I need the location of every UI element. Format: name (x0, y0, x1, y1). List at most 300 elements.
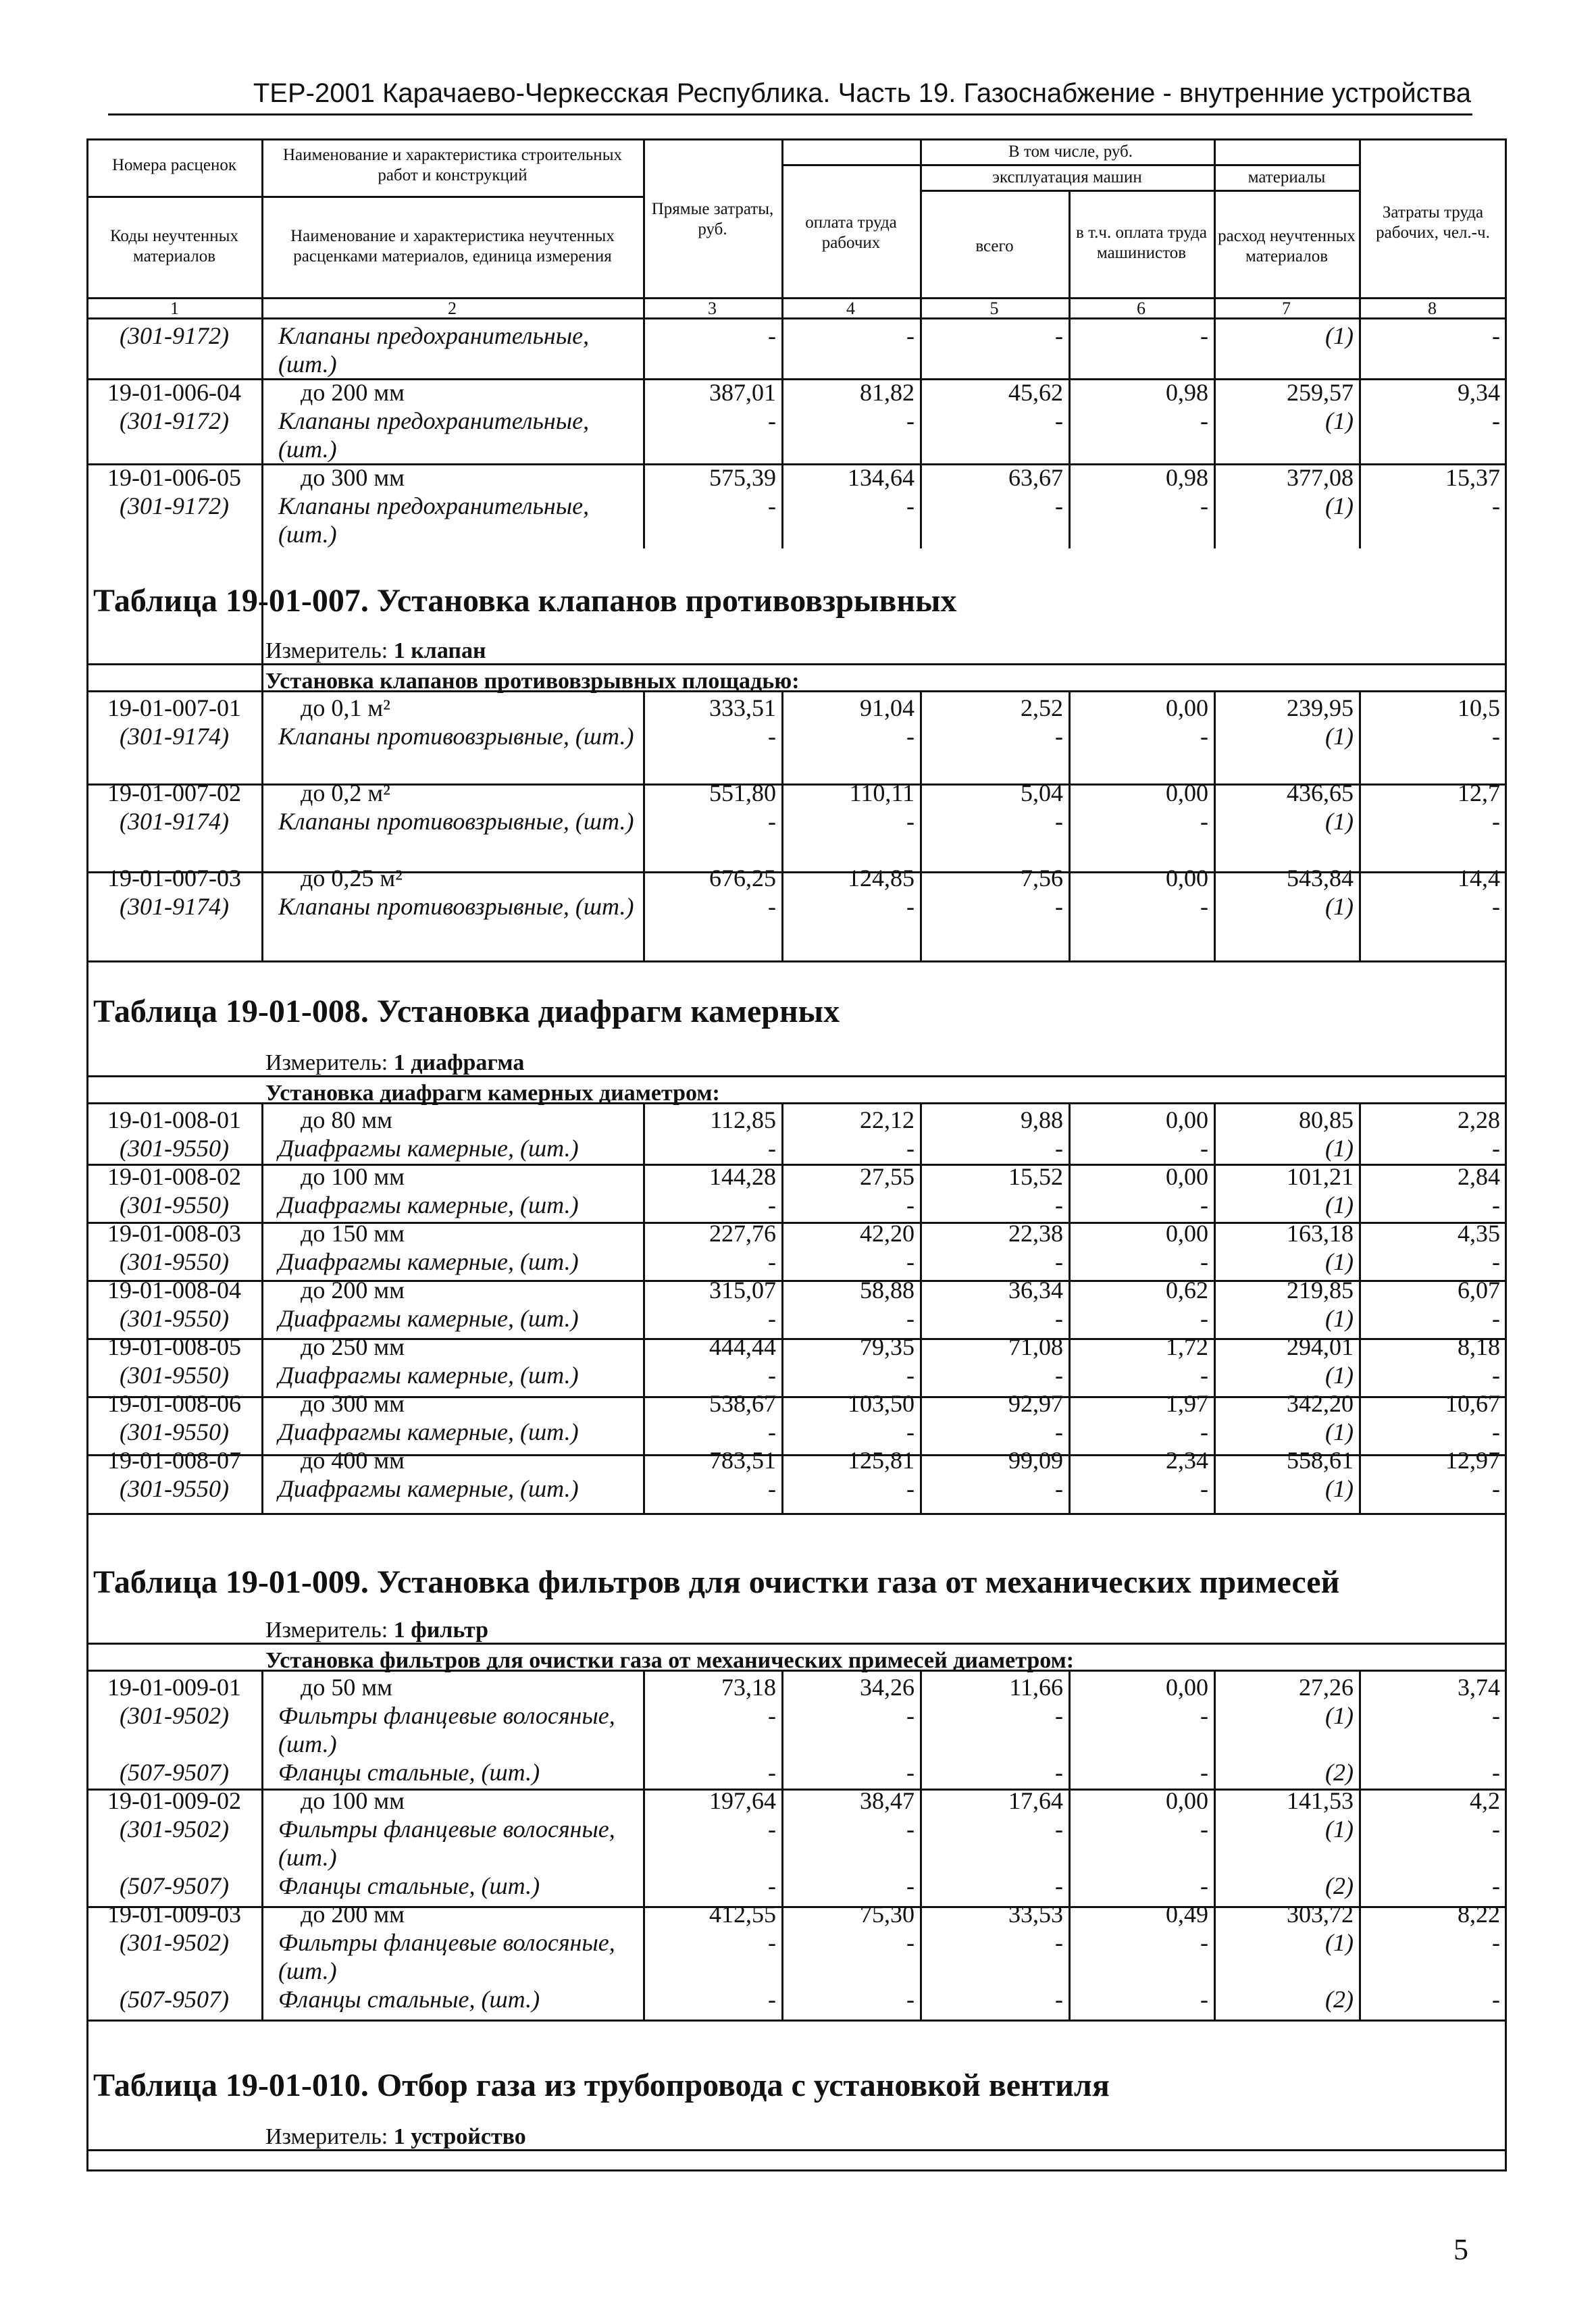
value-cell: 80,85 (1299, 1106, 1354, 1133)
header-rule-bottom (88, 297, 1505, 299)
value-cell: - (1200, 1191, 1208, 1218)
value-cell: - (1492, 1872, 1500, 1899)
rate-code: 19-01-007-02 (107, 779, 241, 806)
header-including: В том числе, руб. (1008, 143, 1133, 161)
value-cell: 558,61 (1287, 1447, 1354, 1474)
value-cell: - (1200, 492, 1208, 519)
rate-code: 19-01-008-04 (107, 1277, 241, 1304)
value-cell: 1,97 (1166, 1390, 1208, 1417)
value-cell: 134,64 (848, 464, 915, 491)
value-cell: - (768, 322, 776, 349)
work-name: до 0,1 м² (301, 694, 390, 721)
value-cell: 92,97 (1008, 1390, 1063, 1417)
value-cell: 0,00 (1166, 1674, 1208, 1701)
rate-code: 19-01-006-05 (107, 464, 241, 491)
value-cell: 4,2 (1470, 1787, 1500, 1814)
value-cell: 538,67 (709, 1390, 776, 1417)
value-cell: 73,18 (721, 1674, 776, 1701)
col-rule (1214, 1670, 1216, 2020)
material-code: (507-9507) (120, 1872, 229, 1899)
value-cell: - (1200, 1248, 1208, 1275)
value-cell: 91,04 (860, 694, 915, 721)
value-cell: 342,20 (1287, 1390, 1354, 1417)
header-materials: материалы (1247, 168, 1326, 186)
col-rule (643, 1102, 645, 1513)
value-cell: - (768, 1305, 776, 1332)
row-rule (88, 783, 1505, 786)
value-cell: - (1492, 1702, 1500, 1729)
value-cell: 444,44 (709, 1333, 776, 1360)
value-cell: 197,64 (709, 1787, 776, 1814)
value-cell: 3,74 (1458, 1674, 1500, 1701)
value-cell: - (906, 492, 915, 519)
section-rule (88, 2020, 1505, 2022)
rate-code: 19-01-008-05 (107, 1333, 241, 1360)
value-cell: - (1055, 893, 1063, 920)
column-number: 1 (170, 299, 179, 318)
value-cell: - (1200, 1872, 1208, 1899)
material-name: Клапаны противовзрывные, (шт.) (278, 723, 634, 750)
value-cell: - (1200, 893, 1208, 920)
value-cell: 10,67 (1445, 1390, 1500, 1417)
value-cell: - (1055, 492, 1063, 519)
table-008-title: Таблица 19-01-008. Установка диафрагм камерных (93, 994, 840, 1029)
value-cell: 0,00 (1166, 1787, 1208, 1814)
value-cell: 99,09 (1008, 1447, 1063, 1474)
value-cell: 0,00 (1166, 694, 1208, 721)
value-cell: 63,67 (1008, 464, 1063, 491)
value-cell: 8,22 (1458, 1901, 1500, 1928)
value-cell: 259,57 (1287, 379, 1354, 406)
value-cell: 124,85 (848, 865, 915, 892)
col-rule (1069, 1102, 1071, 1513)
value-cell: - (1055, 1305, 1063, 1332)
value-cell: (1) (1325, 1362, 1354, 1389)
value-cell: - (1055, 723, 1063, 750)
value-cell: 2,52 (1021, 694, 1063, 721)
row-rule (88, 1164, 1505, 1166)
work-name: до 400 мм (301, 1447, 405, 1474)
col-rule (920, 1670, 922, 2020)
header-name-materials: Наименование и характеристика неучтенных расценками материалов, единица измерения (290, 227, 615, 265)
meter-value: 1 устройство (393, 2124, 526, 2149)
value-cell: 4,35 (1458, 1220, 1500, 1247)
value-cell: 141,53 (1287, 1787, 1354, 1814)
value-cell: 6,07 (1458, 1277, 1500, 1304)
row-rule (88, 1338, 1505, 1340)
value-cell: - (768, 1191, 776, 1218)
value-cell: 10,5 (1458, 694, 1500, 721)
value-cell: - (768, 1475, 776, 1502)
value-cell: 79,35 (860, 1333, 915, 1360)
value-cell: 9,88 (1021, 1106, 1063, 1133)
running-header (108, 66, 1472, 115)
value-cell: - (1200, 1816, 1208, 1843)
value-cell: 436,65 (1287, 779, 1354, 806)
value-cell: - (1055, 808, 1063, 835)
value-cell: - (906, 1702, 915, 1729)
value-cell: - (906, 1418, 915, 1445)
row-rule (88, 1222, 1505, 1224)
value-cell: - (906, 723, 915, 750)
value-cell: 0,62 (1166, 1277, 1208, 1304)
material-name: Клапаны противовзрывные, (шт.) (278, 808, 634, 835)
value-cell: - (1492, 492, 1500, 519)
value-cell: 387,01 (709, 379, 776, 406)
value-cell: 71,08 (1008, 1333, 1063, 1360)
rate-code: 19-01-008-01 (107, 1106, 241, 1133)
value-cell: 15,37 (1445, 464, 1500, 491)
group-rule (88, 1102, 1505, 1104)
value-cell: - (906, 407, 915, 434)
table-008-meter (265, 1050, 524, 1076)
value-cell: - (1055, 1362, 1063, 1389)
value-cell: 2,34 (1166, 1447, 1208, 1474)
value-cell: - (906, 1191, 915, 1218)
value-cell: 5,04 (1021, 779, 1063, 806)
col-rule (1069, 297, 1071, 548)
material-name: Клапаны предохранительные, (шт.) (278, 407, 590, 463)
value-cell: 551,80 (709, 779, 776, 806)
value-cell: 22,12 (860, 1106, 915, 1133)
value-cell: (1) (1325, 492, 1354, 519)
header-col-rule (920, 164, 922, 317)
col-rule (643, 297, 645, 548)
material-name: Клапаны предохранительные, (шт.) (278, 322, 590, 378)
row-rule (88, 1789, 1505, 1791)
table-008-group: Установка диафрагм камерных диаметром: (265, 1081, 720, 1106)
material-code: (301-9502) (120, 1702, 229, 1729)
value-cell: 27,26 (1299, 1674, 1354, 1701)
table-009-title: Таблица 19-01-009. Установка фильтров для очистки газа от механических примесей (93, 1564, 1340, 1600)
value-cell: - (1492, 1418, 1500, 1445)
value-cell: (1) (1325, 1248, 1354, 1275)
value-cell: 412,55 (709, 1901, 776, 1928)
value-cell: - (906, 1759, 915, 1786)
meter-rule (88, 1075, 1505, 1077)
value-cell: (1) (1325, 1475, 1354, 1502)
col-rule (1359, 1670, 1361, 2020)
work-name: до 50 мм (301, 1674, 392, 1701)
value-cell: (1) (1325, 808, 1354, 835)
col-rule (643, 1670, 645, 2020)
row-rule (88, 1396, 1505, 1398)
col-rule (1359, 1102, 1361, 1513)
value-cell: 163,18 (1287, 1220, 1354, 1247)
value-cell: - (1200, 723, 1208, 750)
value-cell: - (1055, 1135, 1063, 1162)
work-name: до 300 мм (301, 1390, 405, 1417)
value-cell: 27,55 (860, 1163, 915, 1190)
work-name: до 300 мм (301, 464, 405, 491)
value-cell: 33,53 (1008, 1901, 1063, 1928)
meter-label: Измеритель: (265, 1050, 388, 1075)
table-007-group: Установка клапанов противовзрывных площадью: (265, 669, 800, 694)
header-labor-pay: оплата труда рабочих (805, 213, 897, 252)
value-cell: - (1200, 1929, 1208, 1956)
meter-value: 1 фильтр (393, 1618, 489, 1643)
value-cell: - (1200, 1702, 1208, 1729)
work-name: до 100 мм (301, 1787, 405, 1814)
value-cell: - (768, 1986, 776, 2013)
value-cell: (1) (1325, 723, 1354, 750)
col-rule (1214, 1102, 1216, 1513)
value-cell: 783,51 (709, 1447, 776, 1474)
col-rule (781, 1102, 783, 1513)
value-cell: - (768, 492, 776, 519)
col-rule (920, 690, 922, 960)
col-rule (643, 690, 645, 960)
value-cell: - (1200, 1362, 1208, 1389)
value-cell: 0,00 (1166, 865, 1208, 892)
header-col-rule (781, 138, 783, 317)
value-cell: 676,25 (709, 865, 776, 892)
value-cell: - (906, 1248, 915, 1275)
header-name-works: Наименование и характеристика строительных работ и конструкций (282, 146, 622, 184)
work-name: до 0,2 м² (301, 779, 390, 806)
value-cell: 0,49 (1166, 1901, 1208, 1928)
col-rule (1214, 690, 1216, 960)
work-name: до 250 мм (301, 1333, 405, 1360)
value-cell: 14,4 (1458, 865, 1500, 892)
material-name: Клапаны противовзрывные, (шт.) (278, 893, 634, 920)
value-cell: - (1055, 1759, 1063, 1786)
value-cell: (1) (1325, 1418, 1354, 1445)
value-cell: - (906, 1986, 915, 2013)
value-cell: - (768, 1248, 776, 1275)
material-code: (301-9172) (120, 492, 229, 519)
material-name: Фланцы стальные, (шт.) (278, 1759, 540, 1786)
value-cell: (2) (1325, 1986, 1354, 2013)
group-rule (88, 690, 1505, 692)
rate-code: 19-01-009-02 (107, 1787, 241, 1814)
value-cell: - (906, 1872, 915, 1899)
col-rule (261, 690, 263, 960)
meter-rule (88, 2149, 1505, 2151)
value-cell: (1) (1325, 1816, 1354, 1843)
value-cell: 125,81 (848, 1447, 915, 1474)
rate-code: 19-01-008-02 (107, 1163, 241, 1190)
material-name: Фильтры фланцевые волосяные, (шт.) (278, 1702, 615, 1757)
value-cell: - (1492, 322, 1500, 349)
value-cell: - (906, 1929, 915, 1956)
value-cell: 303,72 (1287, 1901, 1354, 1928)
value-cell: 2,84 (1458, 1163, 1500, 1190)
value-cell: (1) (1325, 322, 1354, 349)
material-code: (301-9174) (120, 808, 229, 835)
value-cell: - (1200, 407, 1208, 434)
material-code: (507-9507) (120, 1759, 229, 1786)
value-cell: 7,56 (1021, 865, 1063, 892)
work-name: до 200 мм (301, 379, 405, 406)
value-cell: - (906, 322, 915, 349)
rate-code: 19-01-009-03 (107, 1901, 241, 1928)
value-cell: - (1055, 1816, 1063, 1843)
value-cell: - (768, 407, 776, 434)
value-cell: - (1200, 322, 1208, 349)
header-col-rule (1214, 164, 1216, 317)
rate-code: 19-01-007-01 (107, 694, 241, 721)
material-code: (301-9550) (120, 1305, 229, 1332)
material-code: (301-9172) (120, 322, 229, 349)
value-cell: - (1492, 1929, 1500, 1956)
value-cell: 0,00 (1166, 1220, 1208, 1247)
value-cell: - (1055, 407, 1063, 434)
value-cell: - (1492, 1305, 1500, 1332)
value-cell: - (1200, 1986, 1208, 2013)
value-cell: 227,76 (709, 1220, 776, 1247)
material-name: Диафрагмы камерные, (шт.) (278, 1248, 579, 1275)
work-name: до 100 мм (301, 1163, 405, 1190)
value-cell: - (768, 1702, 776, 1729)
value-cell: (1) (1325, 1135, 1354, 1162)
value-cell: - (906, 1816, 915, 1843)
table-009-meter (265, 1618, 488, 1643)
material-code: (301-9172) (120, 407, 229, 434)
value-cell: - (1492, 1248, 1500, 1275)
value-cell: - (1055, 1248, 1063, 1275)
material-code: (301-9550) (120, 1191, 229, 1218)
material-name: Фланцы стальные, (шт.) (278, 1986, 540, 2013)
value-cell: 0,00 (1166, 1106, 1208, 1133)
value-cell: - (1492, 1362, 1500, 1389)
value-cell: - (1492, 1986, 1500, 2013)
header-rule-name (88, 196, 643, 198)
material-name: Диафрагмы камерные, (шт.) (278, 1475, 579, 1502)
value-cell: 575,39 (709, 464, 776, 491)
section-rule (88, 960, 1505, 962)
page-number: 5 (1453, 2233, 1468, 2266)
value-cell: 0,00 (1166, 1163, 1208, 1190)
header-rule-including (781, 164, 1359, 166)
meter-value: 1 диафрагма (393, 1050, 525, 1075)
rate-code: 19-01-008-06 (107, 1390, 241, 1417)
value-cell: (1) (1325, 1191, 1354, 1218)
rate-code: 19-01-008-03 (107, 1220, 241, 1247)
work-name: до 80 мм (301, 1106, 392, 1133)
header-col-rule (643, 138, 645, 317)
value-cell: - (768, 808, 776, 835)
value-cell: - (1200, 808, 1208, 835)
value-cell: 15,52 (1008, 1163, 1063, 1190)
material-code: (301-9550) (120, 1475, 229, 1502)
table-010-title: Таблица 19-01-010. Отбор газа из трубопровода с установкой вентиля (93, 2067, 1110, 2103)
running-header-text: ТЕР-2001 Карачаево-Черкесская Республика. Часть 19. Газоснабжение - внутренние устройства (253, 78, 1471, 108)
rate-code: 19-01-006-04 (107, 379, 241, 406)
value-cell: 17,64 (1008, 1787, 1063, 1814)
value-cell: - (768, 1418, 776, 1445)
value-cell: - (768, 1362, 776, 1389)
material-name: Фильтры фланцевые волосяные, (шт.) (278, 1816, 615, 1871)
value-cell: - (1200, 1475, 1208, 1502)
material-code: (301-9550) (120, 1248, 229, 1275)
value-cell: (1) (1325, 407, 1354, 434)
value-cell: 45,62 (1008, 379, 1063, 406)
value-cell: 0,00 (1166, 779, 1208, 806)
column-number: 7 (1282, 299, 1291, 318)
value-cell: - (1492, 1135, 1500, 1162)
value-cell: 110,11 (849, 779, 915, 806)
work-name: до 150 мм (301, 1220, 405, 1247)
value-cell: (1) (1325, 1702, 1354, 1729)
value-cell: - (906, 1135, 915, 1162)
header-direct-costs: Прямые затраты, руб. (651, 200, 774, 238)
row-rule (88, 463, 1505, 465)
value-cell: - (1055, 1191, 1063, 1218)
header-col-rule (1069, 190, 1071, 317)
value-cell: 103,50 (848, 1390, 915, 1417)
rate-code: 19-01-007-03 (107, 865, 241, 892)
value-cell: 36,34 (1008, 1277, 1063, 1304)
value-cell: 8,18 (1458, 1333, 1500, 1360)
value-cell: - (1492, 723, 1500, 750)
value-cell: 58,88 (860, 1277, 915, 1304)
col-rule (261, 1102, 263, 1513)
header-codes: Коды неучтенных материалов (110, 227, 238, 265)
meter-rule (88, 663, 1505, 665)
value-cell: 2,28 (1458, 1106, 1500, 1133)
value-cell: - (1055, 1986, 1063, 2013)
value-cell: - (906, 1475, 915, 1502)
col-rule (261, 1670, 263, 2020)
row-rule (88, 378, 1505, 380)
value-cell: 144,28 (709, 1163, 776, 1190)
value-cell: - (768, 893, 776, 920)
value-cell: 12,7 (1458, 779, 1500, 806)
value-cell: - (1492, 1475, 1500, 1502)
header-col-rule (261, 138, 263, 317)
value-cell: 22,38 (1008, 1220, 1063, 1247)
value-cell: 81,82 (860, 379, 915, 406)
material-name: Диафрагмы камерные, (шт.) (278, 1418, 579, 1445)
col-rule (781, 297, 783, 548)
work-name: до 0,25 м² (301, 865, 403, 892)
value-cell: - (768, 723, 776, 750)
value-cell: - (1492, 808, 1500, 835)
column-number-rule (88, 317, 1505, 319)
value-cell: (1) (1325, 893, 1354, 920)
table-009-group: Установка фильтров для очистки газа от механических примесей диаметром: (265, 1648, 1075, 1673)
value-cell: 42,20 (860, 1220, 915, 1247)
value-cell: 377,08 (1287, 464, 1354, 491)
value-cell: - (1492, 1759, 1500, 1786)
value-cell: (2) (1325, 1872, 1354, 1899)
value-cell: 0,98 (1166, 379, 1208, 406)
value-cell: 11,66 (1009, 1674, 1063, 1701)
value-cell: - (1492, 1816, 1500, 1843)
value-cell: - (1200, 1135, 1208, 1162)
header-labor-hours: Затраты труда рабочих, чел.-ч. (1376, 203, 1490, 242)
value-cell: - (906, 808, 915, 835)
row-rule (88, 1906, 1505, 1908)
col-rule (781, 1670, 783, 2020)
col-rule (1359, 297, 1361, 548)
col-rule (1069, 1670, 1071, 2020)
material-name: Диафрагмы камерные, (шт.) (278, 1362, 579, 1389)
col-rule (1359, 690, 1361, 960)
value-cell: - (1055, 322, 1063, 349)
value-cell: - (768, 1816, 776, 1843)
row-rule (88, 1454, 1505, 1456)
value-cell: - (906, 1362, 915, 1389)
meter-rule (88, 1643, 1505, 1645)
column-number: 8 (1428, 299, 1437, 318)
meter-label: Измеритель: (265, 1618, 388, 1643)
value-cell: 1,72 (1166, 1333, 1208, 1360)
value-cell: - (768, 1135, 776, 1162)
value-cell: 315,07 (709, 1277, 776, 1304)
meter-label: Измеритель: (265, 638, 388, 663)
